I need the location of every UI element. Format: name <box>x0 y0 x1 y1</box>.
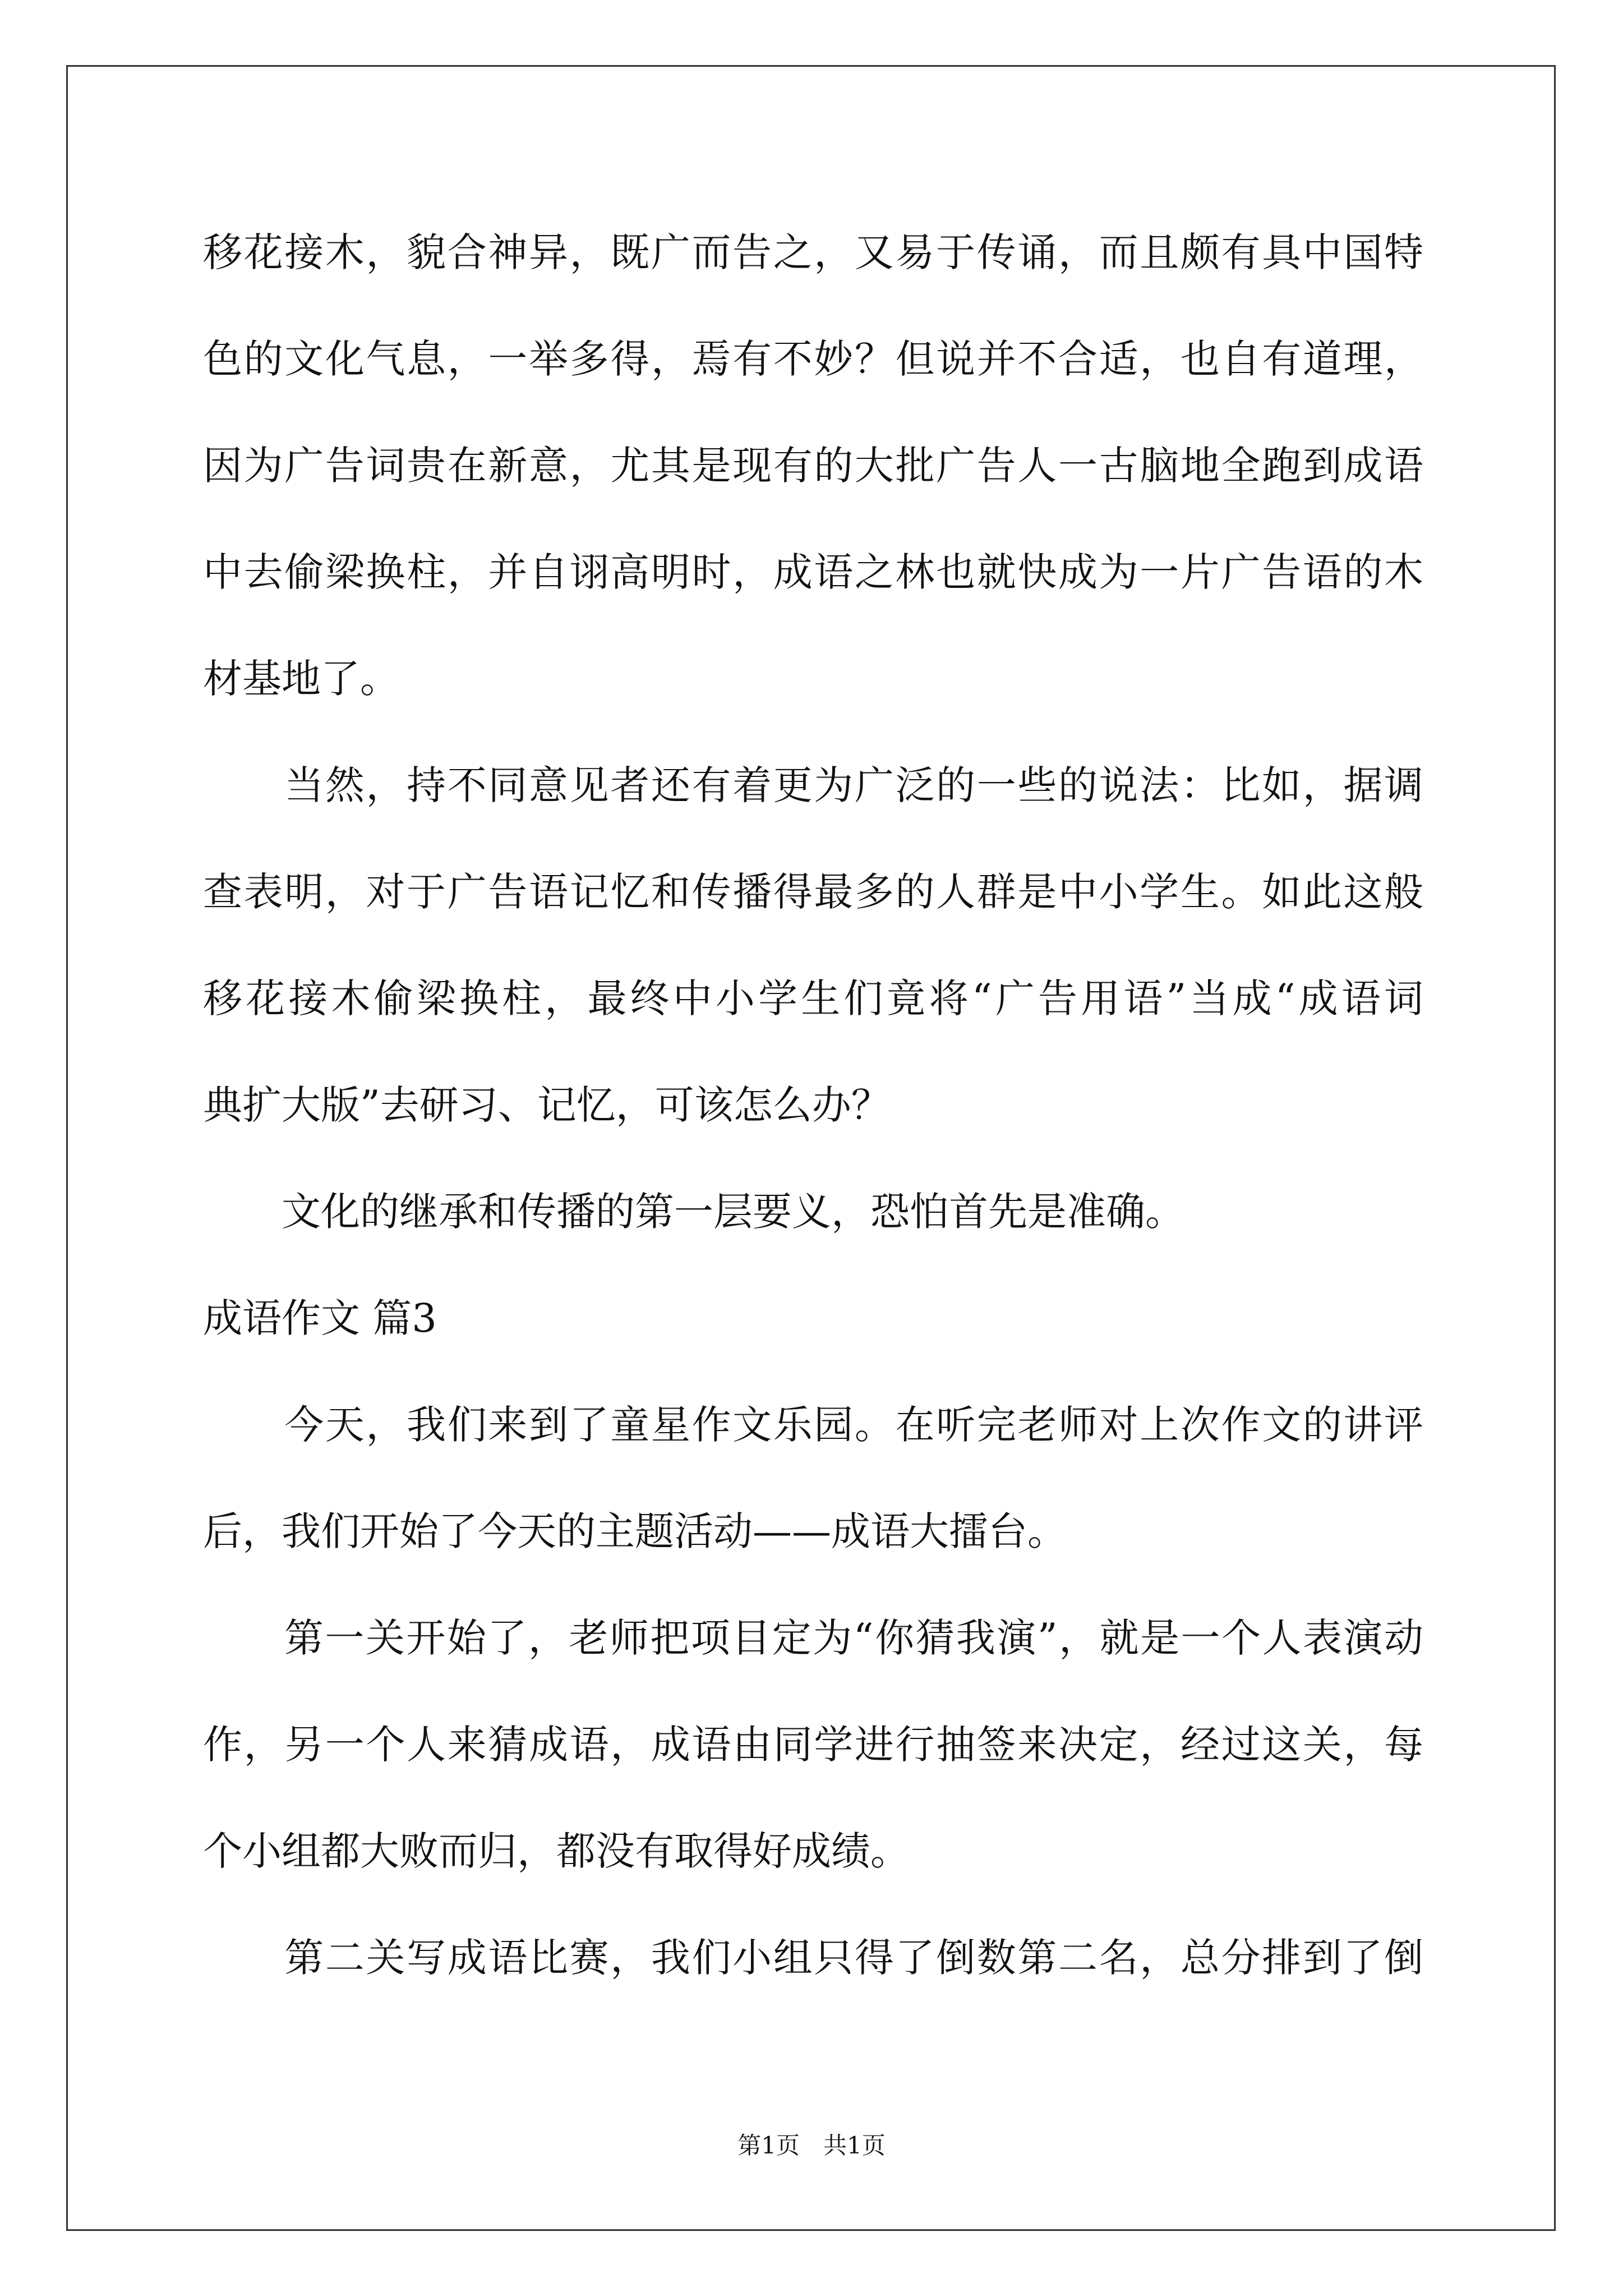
text-line: 第二关写成语比赛，我们小组只得了倒数第二名，总分排到了倒 <box>203 1935 1423 1981</box>
text-line: 后，我们开始了今天的主题活动——成语大擂台。 <box>203 1508 1067 1554</box>
text-line: 查表明，对于广告语记忆和传播得最多的人群是中小学生。如此这般 <box>203 869 1423 915</box>
text-line: 第一关开始了，老师把项目定为“你猜我演”，就是一个人表演动 <box>203 1615 1423 1661</box>
text-line: 今天，我们来到了童星作文乐园。在听完老师对上次作文的讲评 <box>203 1402 1423 1448</box>
text-line: 典扩大版”去研习、记忆，可该怎么办？ <box>203 1082 891 1128</box>
section-heading: 成语作文 篇3 <box>203 1295 437 1341</box>
text-line: 移花接木，貌合神异，既广而告之，又易于传诵，而且颇有具中国特 <box>203 229 1423 275</box>
page-number-footer: 第1页 共1页 <box>737 2132 886 2159</box>
text-line: 个小组都大败而归，都没有取得好成绩。 <box>203 1828 910 1874</box>
text-line: 作，另一个人来猜成语，成语由同学进行抽签来决定，经过这关，每 <box>203 1722 1423 1768</box>
text-line: 当然，持不同意见者还有着更为广泛的一些的说法：比如，据调 <box>203 762 1423 808</box>
text-line: 色的文化气息，一举多得，焉有不妙？但说并不合适，也自有道理， <box>203 336 1423 382</box>
text-line: 材基地了。 <box>203 656 399 702</box>
text-line: 因为广告词贵在新意，尤其是现有的大批广告人一古脑地全跑到成语 <box>203 443 1423 489</box>
text-line: 文化的继承和传播的第一层要义，恐怕首先是准确。 <box>203 1189 1184 1235</box>
text-line: 中去偷梁换柱，并自诩高明时，成语之林也就快成为一片广告语的木 <box>203 549 1423 595</box>
text-line: 移花接木偷梁换柱，最终中小学生们竟将“广告用语”当成“成语词 <box>203 976 1423 1022</box>
